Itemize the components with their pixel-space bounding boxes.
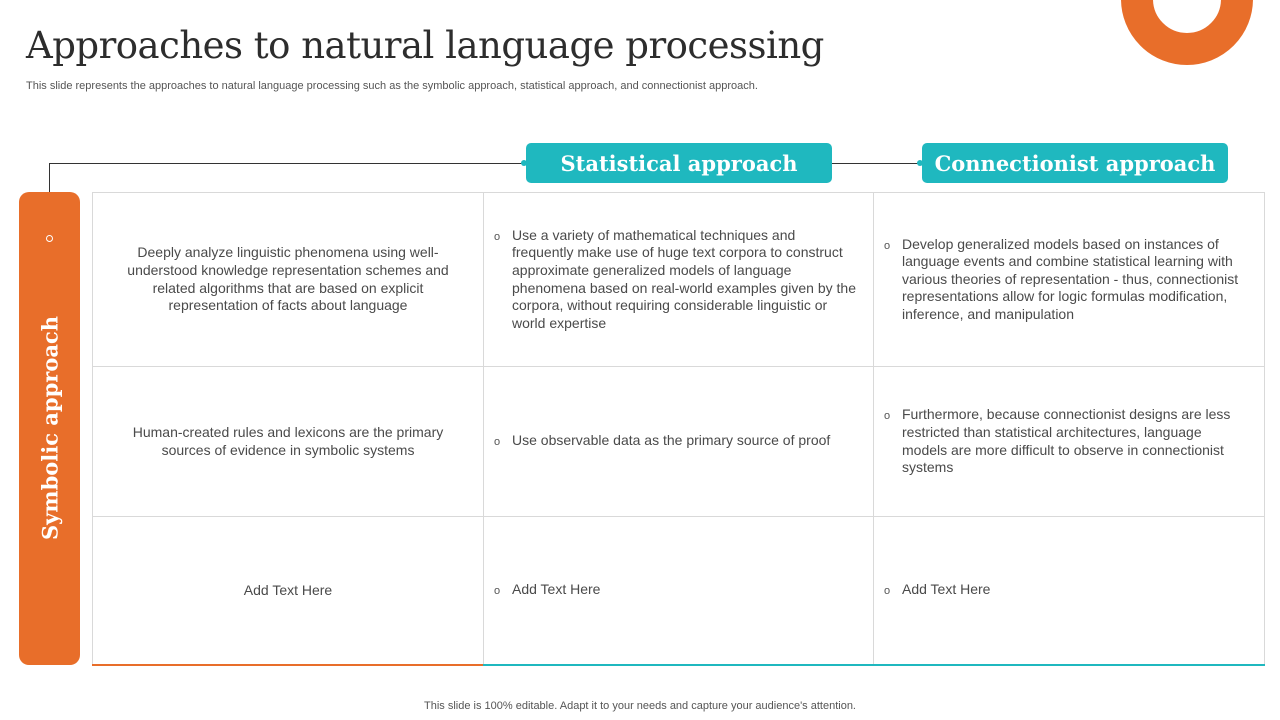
- bullet-icon: o: [884, 410, 891, 423]
- cell-text: Human-created rules and lexicons are the primary sources of evidence in symbolic systems: [132, 423, 444, 458]
- footer-note: This slide is 100% editable. Adapt it to your needs and capture your audience's attention.: [424, 700, 856, 712]
- table-cell-symbolic: [93, 367, 484, 517]
- cell-text: Use observable data as the primary source of proof: [512, 431, 831, 448]
- approaches-table: [92, 192, 1265, 665]
- cell-text: Add Text Here: [512, 580, 601, 597]
- cell-text: Use a variety of mathematical techniques and frequently make use of huge text corpora to construct approximate generalized models of language phenomena based on real-world examples given by the corpora, without requiring considerable linguistic or world expertise: [512, 226, 856, 331]
- connector-line-middle: [832, 163, 922, 164]
- table-cell-symbolic: [93, 517, 484, 664]
- bullet-icon: o: [494, 435, 501, 448]
- statistical-approach-header: Statistical approach: [526, 143, 832, 183]
- bullet-icon: o: [884, 239, 891, 252]
- bullet-icon: o: [494, 230, 501, 243]
- table-bottom-accent-teal: [483, 664, 1265, 666]
- cell-text: Add Text Here: [243, 581, 333, 598]
- cell-text: Deeply analyze linguistic phenomena using well-understood knowledge representation schemes and related algorithms that are based on explicit representation of facts about language: [127, 244, 449, 314]
- table-cell-connectionist: [874, 517, 1264, 664]
- cell-text: Add Text Here: [902, 580, 991, 597]
- table-cell-connectionist: [874, 367, 1264, 517]
- symbolic-approach-header: Symbolic approach: [37, 315, 63, 541]
- connector-line-top: [49, 163, 526, 164]
- table-cell-symbolic: [93, 193, 484, 367]
- table-cell-statistical: [484, 367, 874, 517]
- connectionist-approach-header: Connectionist approach: [922, 143, 1228, 183]
- table-cell-connectionist: [874, 193, 1264, 367]
- decorative-ring: [1121, 0, 1253, 65]
- table-cell-statistical: [484, 193, 874, 367]
- bullet-icon: o: [494, 584, 501, 597]
- table-bottom-accent-orange: [92, 664, 483, 666]
- table-cell-statistical: [484, 517, 874, 664]
- connector-dot-symbolic: [46, 235, 53, 242]
- cell-text: Develop generalized models based on instances of language events and combine statistical learning with various theories of representation - thus, connectionist representations allow for logic formulas modification, inference, and manipulation: [902, 235, 1239, 322]
- page-subtitle: This slide represents the approaches to natural language processing such as the symbolic approach, statistical approach, and connectionist approach.: [26, 80, 758, 92]
- bullet-icon: o: [884, 584, 891, 597]
- cell-text: Furthermore, because connectionist designs are less restricted than statistical architectures, language models are more difficult to observe in connectionist systems: [902, 406, 1231, 476]
- page-title: Approaches to natural language processing: [26, 24, 824, 67]
